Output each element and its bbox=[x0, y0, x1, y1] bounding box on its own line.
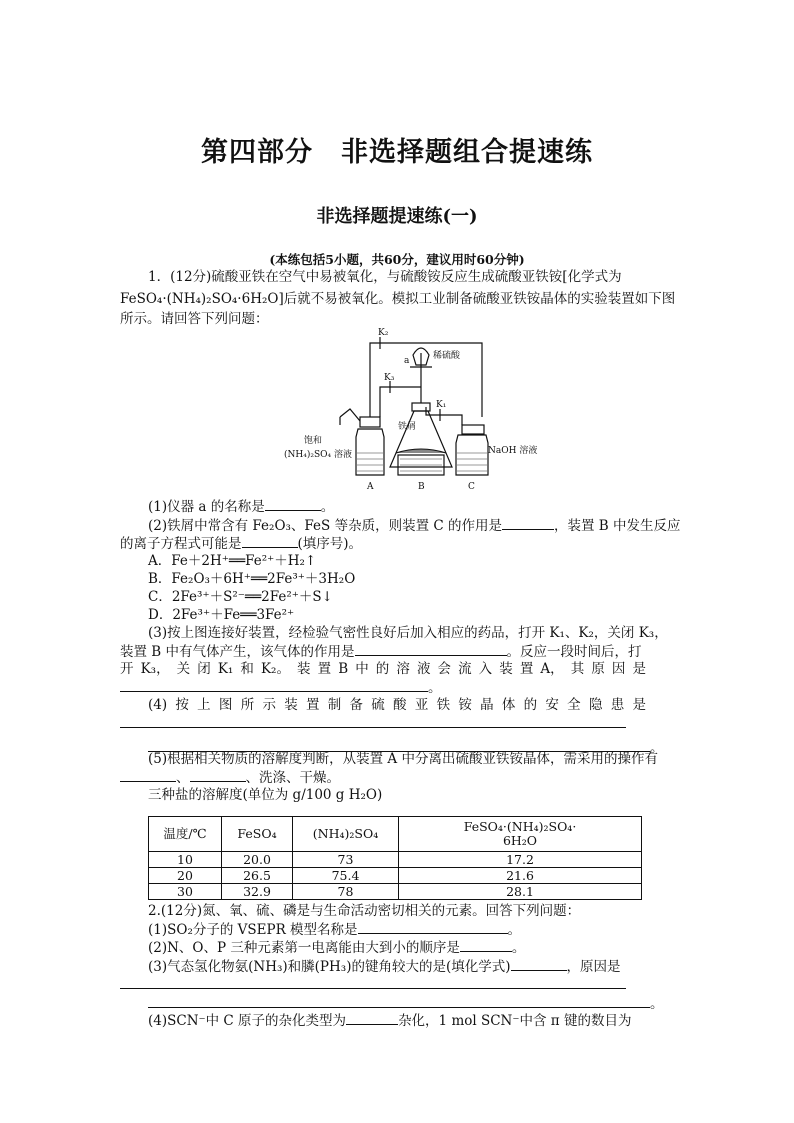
q1-intro-line1: 1．(12分)硫酸亚铁在空气中易被氧化，与硫酸铵反应生成硫酸亚铁铵[化学式为 bbox=[148, 269, 622, 285]
bottle-c-label: C bbox=[468, 482, 475, 492]
answer-blank[interactable] bbox=[190, 768, 246, 782]
bottle-a-label: A bbox=[367, 482, 374, 492]
table-header: 温度/℃ bbox=[149, 817, 222, 852]
q1-part2-text: (2)铁屑中常含有 Fe₂O₃、FeS 等杂质，则装置 C 的作用是 bbox=[148, 518, 502, 534]
q1-part3-line2 bbox=[120, 642, 642, 661]
table-header-row bbox=[149, 817, 642, 852]
table-cell: 78 bbox=[293, 884, 399, 900]
word: 晶 bbox=[480, 697, 494, 713]
table-cell: 73 bbox=[293, 852, 399, 868]
q2-part3 bbox=[148, 957, 621, 976]
word: 安 bbox=[545, 697, 559, 713]
answer-blank[interactable] bbox=[460, 938, 512, 952]
word: 按 bbox=[175, 697, 189, 713]
word: K₃， bbox=[140, 661, 170, 677]
word: 原 bbox=[591, 661, 605, 677]
word: 流 bbox=[458, 661, 472, 677]
table-cell: 10 bbox=[149, 852, 222, 868]
answer-blank[interactable] bbox=[242, 534, 298, 548]
word: 置 bbox=[317, 661, 332, 677]
q1-part3-line4 bbox=[120, 678, 442, 697]
word: 和 bbox=[240, 661, 254, 677]
word: 装 bbox=[284, 697, 298, 713]
q1-part1-text: (1)仪器 a 的名称是 bbox=[148, 499, 265, 515]
q1-part4-line1 bbox=[148, 696, 646, 714]
q2-part4 bbox=[148, 1011, 631, 1030]
q1-part5-line2 bbox=[120, 768, 340, 787]
word: 中 bbox=[355, 661, 369, 677]
word: 闭 bbox=[197, 661, 211, 677]
q2-part3-text: (3)气态氢化物氨(NH₃)和膦(PH₃)的键角较大的是(填化学式) bbox=[148, 959, 511, 975]
q1-intro-line3: 所示。请回答下列问题： bbox=[120, 311, 269, 327]
q2-part1-text: (1)SO₂分子的 VSEPR 模型名称是 bbox=[148, 922, 358, 938]
q1-intro-line2: FeSO₄·(NH₄)₂SO₄·6H₂O]后就不易被氧化。模拟工业制备硫酸亚铁铵晶体的实验装置如下图 bbox=[120, 291, 676, 307]
table-header: (NH₄)₂SO₄ bbox=[293, 817, 399, 852]
table-header: FeSO₄ bbox=[222, 817, 293, 852]
q1-part3-line3 bbox=[120, 660, 646, 678]
table-row bbox=[149, 868, 642, 884]
q1-part5-sep: 、 bbox=[176, 770, 190, 786]
q1-part5-end: 、洗涤、干燥。 bbox=[245, 770, 340, 786]
answer-blank[interactable] bbox=[511, 957, 567, 971]
word: 的 bbox=[523, 697, 538, 713]
answer-blank[interactable] bbox=[120, 768, 176, 782]
q1-part3-end: 。 bbox=[428, 680, 442, 696]
word: 制 bbox=[327, 697, 342, 713]
table-cell: 28.1 bbox=[399, 884, 642, 900]
word: 入 bbox=[478, 661, 493, 677]
answer-blank[interactable] bbox=[355, 642, 507, 656]
q1-part2-l2-end: (填序号)。 bbox=[297, 536, 363, 552]
answer-blank[interactable] bbox=[358, 920, 508, 934]
word: 装 bbox=[297, 661, 311, 677]
table-caption: 三种盐的溶解度(单位为 g/100 g H₂O) bbox=[148, 787, 383, 803]
q1-part3-l2-text: 装置 B 中有气体产生，该气体的作用是 bbox=[120, 644, 355, 660]
sat-label-2: (NH₄)₂SO₄ 溶液 bbox=[284, 450, 352, 460]
q1-part2-l2-text: 的离子方程式可能是 bbox=[120, 536, 242, 552]
word: 全 bbox=[567, 697, 581, 713]
q1-part2 bbox=[148, 516, 681, 535]
q2-part2-text: (2)N、O、P 三种元素第一电离能由大到小的顺序是 bbox=[148, 940, 460, 956]
word: A， bbox=[540, 661, 564, 677]
q1-part1-end: 。 bbox=[320, 499, 335, 515]
word: 是 bbox=[632, 697, 646, 713]
word: 置 bbox=[519, 661, 534, 677]
word: 所 bbox=[240, 697, 255, 713]
word: K₁ bbox=[217, 661, 234, 677]
answer-line[interactable] bbox=[120, 727, 626, 728]
flask-b-label: B bbox=[418, 482, 425, 492]
word: K₂。 bbox=[260, 661, 290, 677]
k2-label: K₂ bbox=[378, 328, 389, 338]
q1-part2-mid: ，装置 B 中发生反应 bbox=[554, 518, 681, 534]
word: 上 bbox=[197, 697, 211, 713]
sat-label-1: 饱和 bbox=[304, 436, 323, 446]
answer-line[interactable] bbox=[120, 988, 626, 989]
word: 硫 bbox=[371, 697, 385, 713]
q1-part3-l2-end: 。反应一段时间后，打 bbox=[506, 644, 642, 660]
word: 开 bbox=[120, 661, 134, 677]
table-cell: 20.0 bbox=[222, 852, 293, 868]
table-cell: 17.2 bbox=[399, 852, 642, 868]
table-cell: 20 bbox=[149, 868, 222, 884]
option-b: B．Fe₂O₃＋6H⁺══2Fe³⁺＋3H₂O bbox=[148, 571, 356, 587]
table-row bbox=[149, 884, 642, 900]
word: 酸 bbox=[393, 697, 407, 713]
q2-part4-text: (4)SCN⁻中 C 原子的杂化类型为 bbox=[148, 1013, 347, 1029]
word: 溶 bbox=[396, 661, 410, 677]
q2-intro: 2.(12分)氮、氧、硫、磷是与生命活动密切相关的元素。回答下列问题： bbox=[148, 903, 581, 919]
exercise-note: (本练包括5小题，共60分，建议用时60分钟) bbox=[269, 252, 525, 267]
option-c: C．2Fe³⁺＋S²⁻══2Fe²⁺＋S↓ bbox=[148, 589, 333, 605]
option-a: A．Fe＋2H⁺══Fe²⁺＋H₂↑ bbox=[148, 553, 317, 569]
word: 会 bbox=[437, 661, 452, 677]
k3-label: K₃ bbox=[384, 373, 395, 383]
word: 患 bbox=[610, 697, 625, 713]
funnel-a-label: a bbox=[404, 356, 410, 366]
part-title: 第四部分 非选择题组合提速练 bbox=[201, 137, 593, 168]
word: 亚 bbox=[414, 697, 429, 713]
q1-part2-line2 bbox=[120, 534, 362, 553]
answer-blank[interactable] bbox=[346, 1011, 398, 1025]
dilute-acid-label: 稀硫酸 bbox=[433, 351, 461, 361]
word: 其 bbox=[570, 661, 585, 677]
answer-blank[interactable] bbox=[502, 516, 554, 530]
word: B bbox=[338, 661, 349, 677]
apparatus-diagram bbox=[280, 325, 550, 495]
word: 置 bbox=[305, 697, 320, 713]
word: 装 bbox=[499, 661, 513, 677]
q1-part5-line1: (5)根据相关物质的溶解度判断，从装置 A 中分离出硫酸亚铁铵晶体，需采用的操作有 bbox=[148, 751, 658, 767]
q2-part3-mid: ，原因是 bbox=[566, 959, 621, 975]
word: 是 bbox=[632, 661, 646, 677]
word: 隐 bbox=[588, 697, 603, 713]
q2-part2 bbox=[148, 938, 525, 957]
iron-label: 铁屑 bbox=[398, 422, 417, 432]
word: 示 bbox=[262, 697, 276, 713]
q1-part1 bbox=[148, 497, 334, 516]
word: 备 bbox=[349, 697, 364, 713]
answer-blank[interactable] bbox=[148, 994, 650, 1008]
word: 图 bbox=[218, 697, 233, 713]
q2-part4-mid: 杂化，1 mol SCN⁻中含 π 键的数目为 bbox=[398, 1013, 632, 1029]
k1-label: K₁ bbox=[436, 400, 447, 410]
word: 关 bbox=[176, 661, 191, 677]
q2-part2-end: 。 bbox=[511, 940, 526, 956]
option-d: D．2Fe³⁺＋Fe══3Fe²⁺ bbox=[148, 607, 295, 623]
table-header: FeSO₄·(NH₄)₂SO₄· 6H₂O bbox=[399, 817, 642, 852]
answer-blank[interactable] bbox=[265, 497, 321, 511]
table-cell: 21.6 bbox=[399, 868, 642, 884]
q1-part4-end: 。 bbox=[650, 740, 664, 756]
word: 铁 bbox=[436, 697, 451, 713]
answer-blank[interactable] bbox=[120, 678, 428, 692]
word: 铵 bbox=[458, 697, 472, 713]
word: 液 bbox=[416, 661, 431, 677]
table-cell: 32.9 bbox=[222, 884, 293, 900]
iron-filings bbox=[396, 449, 446, 453]
q2-part1-end: 。 bbox=[507, 922, 522, 938]
word: 的 bbox=[375, 661, 390, 677]
solubility-table bbox=[148, 816, 642, 900]
q2-part1 bbox=[148, 920, 521, 939]
q1-part3-line1: (3)按上图连接好装置，经检验气密性良好后加入相应的药品，打开 K₁、K₂，关闭 K₃， bbox=[148, 625, 668, 641]
table-cell: 30 bbox=[149, 884, 222, 900]
table-row bbox=[149, 852, 642, 868]
word: 因 bbox=[611, 661, 626, 677]
q2-part3-end: 。 bbox=[650, 996, 664, 1012]
word: (4) bbox=[148, 697, 168, 713]
table-cell: 26.5 bbox=[222, 868, 293, 884]
word: 体 bbox=[501, 697, 516, 713]
section-title: 非选择题提速练(一) bbox=[316, 206, 478, 227]
naoh-label: NaOH 溶液 bbox=[488, 446, 538, 456]
table-cell: 75.4 bbox=[293, 868, 399, 884]
